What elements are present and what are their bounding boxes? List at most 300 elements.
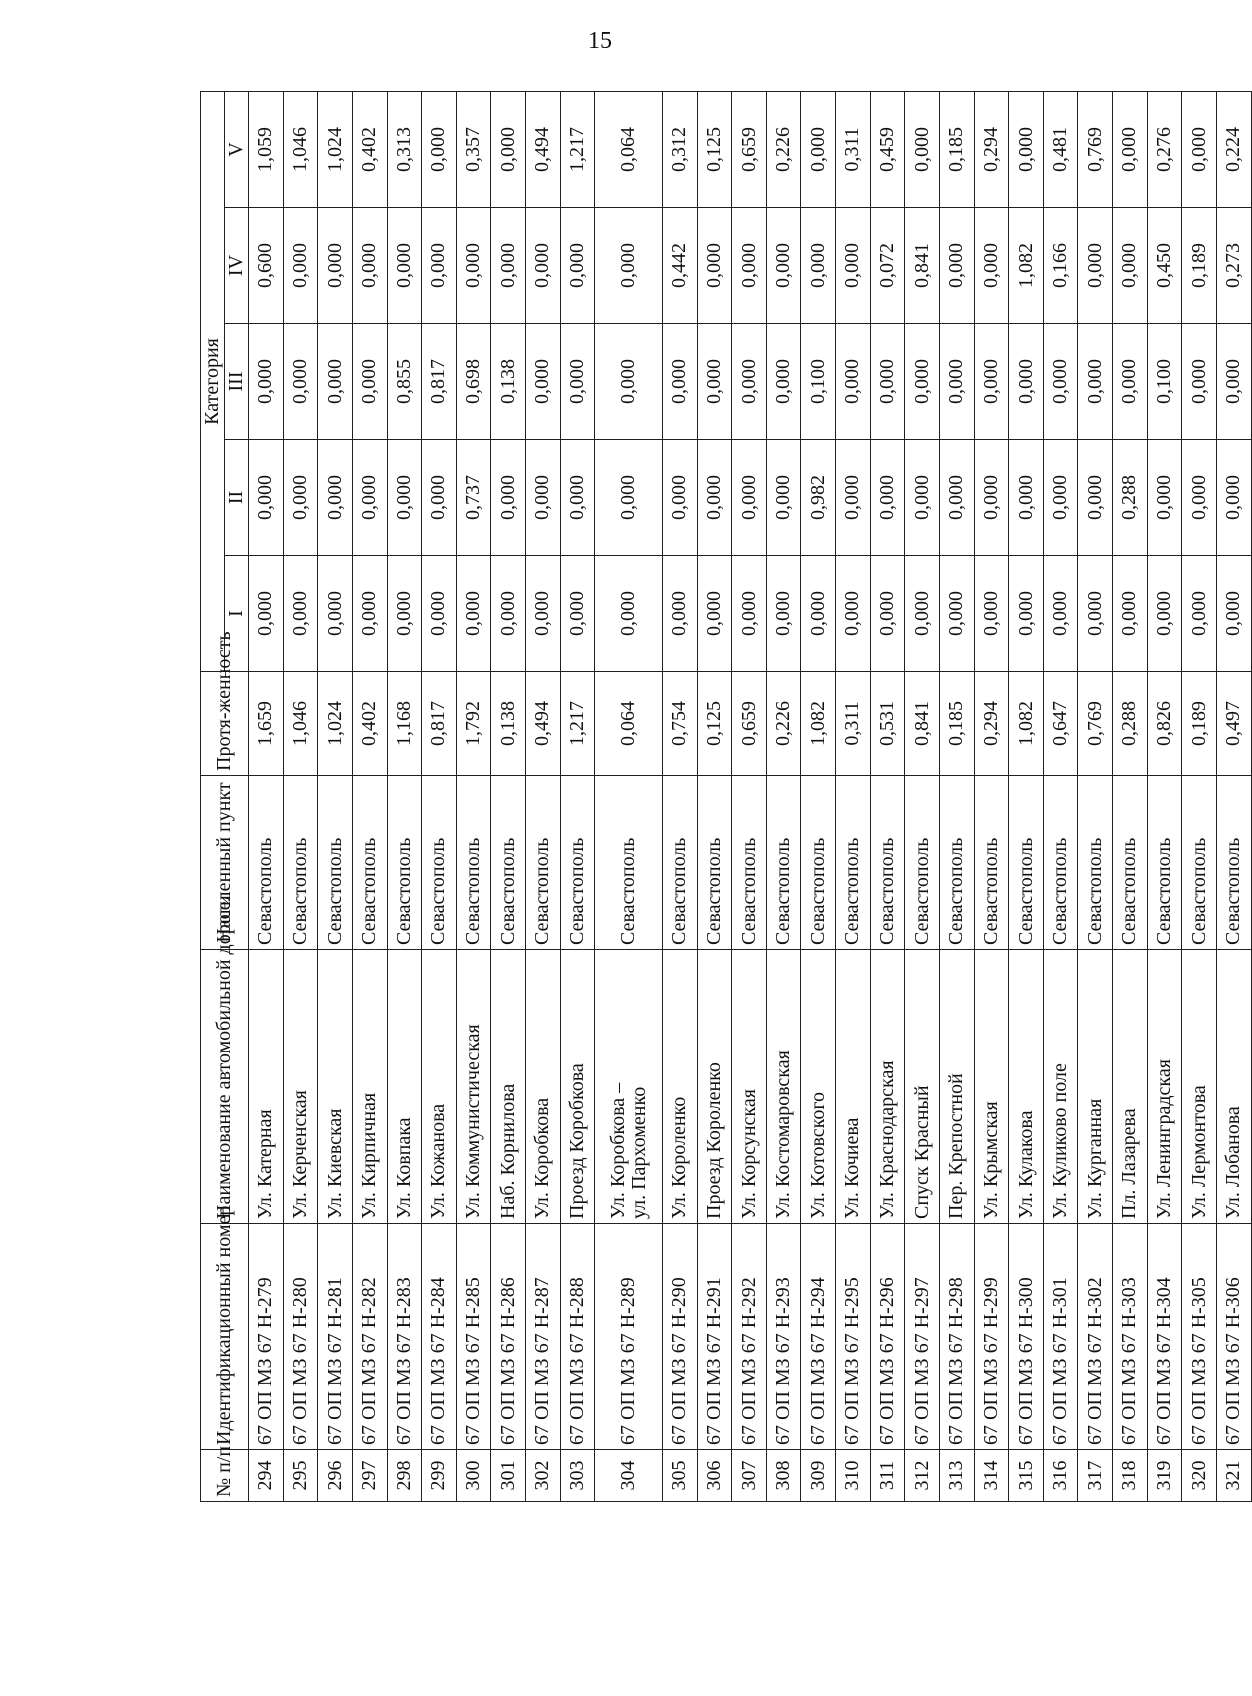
- row-road-name: Ул. Куликово поле: [1043, 950, 1078, 1224]
- row-cat-4: 0,000: [836, 208, 871, 324]
- header-settlement: Населенный пункт: [201, 776, 249, 950]
- row-cat-2: 0,000: [595, 440, 663, 556]
- table-row: [422, 91, 457, 1501]
- row-cat-5: 0,459: [870, 91, 905, 207]
- row-road-name: Ул. Короленко: [662, 950, 697, 1224]
- row-id: 67 ОП МЗ 67 Н-305: [1182, 1224, 1217, 1450]
- row-cat-1: 0,000: [1043, 556, 1078, 672]
- row-number: 313: [939, 1450, 974, 1502]
- table-row: [491, 91, 526, 1501]
- row-cat-5: 0,000: [905, 91, 940, 207]
- row-number: 319: [1147, 1450, 1182, 1502]
- row-cat-4: 0,000: [595, 208, 663, 324]
- row-number: 314: [974, 1450, 1009, 1502]
- row-number: 311: [870, 1450, 905, 1502]
- row-cat-5: 0,000: [801, 91, 836, 207]
- row-cat-3: 0,000: [766, 324, 801, 440]
- row-road-name: Пер. Крепостной: [939, 950, 974, 1224]
- row-number: 295: [283, 1450, 318, 1502]
- row-road-name: Ул. Кирпичная: [352, 950, 387, 1224]
- row-length: 0,817: [422, 672, 457, 776]
- row-cat-5: 0,185: [939, 91, 974, 207]
- row-cat-5: 0,357: [456, 91, 491, 207]
- table-row: [352, 91, 387, 1501]
- row-cat-5: 0,312: [662, 91, 697, 207]
- row-cat-4: 0,000: [697, 208, 732, 324]
- row-id: 67 ОП МЗ 67 Н-289: [595, 1224, 663, 1450]
- row-cat-3: 0,100: [1147, 324, 1182, 440]
- table-body: [249, 91, 1252, 1501]
- row-number: 299: [422, 1450, 457, 1502]
- row-number: 297: [352, 1450, 387, 1502]
- row-cat-2: 0,000: [662, 440, 697, 556]
- row-cat-1: 0,000: [732, 556, 767, 672]
- row-cat-3: 0,138: [491, 324, 526, 440]
- row-length: 1,024: [318, 672, 353, 776]
- row-cat-1: 0,000: [870, 556, 905, 672]
- row-id: 67 ОП МЗ 67 Н-304: [1147, 1224, 1182, 1450]
- row-cat-1: 0,000: [1078, 556, 1113, 672]
- row-cat-2: 0,000: [732, 440, 767, 556]
- row-number: 298: [387, 1450, 422, 1502]
- row-cat-1: 0,000: [283, 556, 318, 672]
- row-settlement: Севастополь: [387, 776, 422, 950]
- row-cat-3: 0,000: [595, 324, 663, 440]
- row-cat-2: 0,000: [1182, 440, 1217, 556]
- row-cat-5: 0,294: [974, 91, 1009, 207]
- row-number: 305: [662, 1450, 697, 1502]
- row-cat-3: 0,000: [974, 324, 1009, 440]
- row-road-name: Проезд Короленко: [697, 950, 732, 1224]
- row-cat-2: 0,000: [560, 440, 595, 556]
- row-number: 317: [1078, 1450, 1113, 1502]
- row-number: 296: [318, 1450, 353, 1502]
- row-road-name: Ул. Лермонтова: [1182, 950, 1217, 1224]
- row-settlement: Севастополь: [1216, 776, 1251, 950]
- row-cat-1: 0,000: [1182, 556, 1217, 672]
- row-cat-3: 0,000: [1009, 324, 1044, 440]
- row-road-name: Спуск Красный: [905, 950, 940, 1224]
- row-cat-3: 0,817: [422, 324, 457, 440]
- header-num: № п/п: [201, 1450, 249, 1502]
- row-id: 67 ОП МЗ 67 Н-290: [662, 1224, 697, 1450]
- row-cat-5: 0,494: [526, 91, 561, 207]
- row-cat-5: 1,024: [318, 91, 353, 207]
- row-number: 302: [526, 1450, 561, 1502]
- row-cat-5: 0,402: [352, 91, 387, 207]
- page-number: 15: [588, 28, 612, 54]
- table-row: [456, 91, 491, 1501]
- row-road-name: Проезд Коробкова: [560, 950, 595, 1224]
- row-number: 315: [1009, 1450, 1044, 1502]
- row-length: 1,168: [387, 672, 422, 776]
- table-row: [387, 91, 422, 1501]
- row-cat-2: 0,000: [1216, 440, 1251, 556]
- row-road-name: Ул. Лобанова: [1216, 950, 1251, 1224]
- row-id: 67 ОП МЗ 67 Н-288: [560, 1224, 595, 1450]
- row-cat-4: 0,841: [905, 208, 940, 324]
- row-id: 67 ОП МЗ 67 Н-282: [352, 1224, 387, 1450]
- row-cat-3: 0,000: [1216, 324, 1251, 440]
- row-cat-3: 0,000: [1078, 324, 1113, 440]
- row-cat-3: 0,000: [318, 324, 353, 440]
- table-container: [200, 92, 1252, 1502]
- row-length: 0,189: [1182, 672, 1217, 776]
- row-number: 308: [766, 1450, 801, 1502]
- row-cat-2: 0,000: [526, 440, 561, 556]
- row-cat-1: 0,000: [387, 556, 422, 672]
- row-settlement: Севастополь: [560, 776, 595, 950]
- row-id: 67 ОП МЗ 67 Н-301: [1043, 1224, 1078, 1450]
- row-cat-5: 0,125: [697, 91, 732, 207]
- row-cat-5: 0,313: [387, 91, 422, 207]
- row-cat-2: 0,000: [974, 440, 1009, 556]
- row-settlement: Севастополь: [662, 776, 697, 950]
- row-road-name: Ул. Коммунистическая: [456, 950, 491, 1224]
- row-cat-1: 0,000: [662, 556, 697, 672]
- row-cat-2: 0,000: [697, 440, 732, 556]
- table-row: [595, 91, 663, 1501]
- row-cat-4: 0,000: [1078, 208, 1113, 324]
- row-settlement: Севастополь: [1009, 776, 1044, 950]
- row-length: 1,217: [560, 672, 595, 776]
- row-cat-1: 0,000: [595, 556, 663, 672]
- row-cat-4: 0,000: [352, 208, 387, 324]
- row-cat-1: 0,000: [526, 556, 561, 672]
- row-cat-3: 0,000: [560, 324, 595, 440]
- row-number: 321: [1216, 1450, 1251, 1502]
- row-number: 309: [801, 1450, 836, 1502]
- row-settlement: Севастополь: [801, 776, 836, 950]
- row-id: 67 ОП МЗ 67 Н-297: [905, 1224, 940, 1450]
- row-number: 320: [1182, 1450, 1217, 1502]
- row-cat-2: 0,000: [387, 440, 422, 556]
- row-cat-5: 0,276: [1147, 91, 1182, 207]
- table-row: [249, 91, 284, 1501]
- table-row: [870, 91, 905, 1501]
- row-cat-1: 0,000: [905, 556, 940, 672]
- row-id: 67 ОП МЗ 67 Н-296: [870, 1224, 905, 1450]
- row-road-name-line: Ул. Коробкова –: [606, 1082, 629, 1219]
- row-settlement: Севастополь: [766, 776, 801, 950]
- row-id: 67 ОП МЗ 67 Н-302: [1078, 1224, 1113, 1450]
- row-number: 310: [836, 1450, 871, 1502]
- row-cat-2: 0,000: [1009, 440, 1044, 556]
- table-row: [318, 91, 353, 1501]
- table-row: [974, 91, 1009, 1501]
- row-road-name: Ул. Крымская: [974, 950, 1009, 1224]
- row-cat-3: 0,000: [1182, 324, 1217, 440]
- row-number: 316: [1043, 1450, 1078, 1502]
- row-id: 67 ОП МЗ 67 Н-281: [318, 1224, 353, 1450]
- row-id: 67 ОП МЗ 67 Н-279: [249, 1224, 284, 1450]
- row-cat-4: 0,000: [801, 208, 836, 324]
- row-cat-1: 0,000: [697, 556, 732, 672]
- row-settlement: Севастополь: [1113, 776, 1148, 950]
- row-cat-1: 0,000: [836, 556, 871, 672]
- table-row: [697, 91, 732, 1501]
- row-number: 294: [249, 1450, 284, 1502]
- row-id: 67 ОП МЗ 67 Н-280: [283, 1224, 318, 1450]
- row-road-name: Ул. Котовского: [801, 950, 836, 1224]
- row-cat-2: 0,000: [283, 440, 318, 556]
- row-cat-3: 0,000: [732, 324, 767, 440]
- header-category: Категория: [201, 91, 225, 671]
- row-cat-3: 0,000: [526, 324, 561, 440]
- row-cat-1: 0,000: [1147, 556, 1182, 672]
- row-settlement: Севастополь: [249, 776, 284, 950]
- row-settlement: Севастополь: [422, 776, 457, 950]
- row-cat-5: 0,226: [766, 91, 801, 207]
- row-settlement: Севастополь: [456, 776, 491, 950]
- row-number: 301: [491, 1450, 526, 1502]
- row-settlement: Севастополь: [939, 776, 974, 950]
- row-cat-3: 0,855: [387, 324, 422, 440]
- row-length: 0,841: [905, 672, 940, 776]
- row-cat-4: 0,442: [662, 208, 697, 324]
- row-cat-1: 0,000: [939, 556, 974, 672]
- row-id: 67 ОП МЗ 67 Н-283: [387, 1224, 422, 1450]
- row-road-name: Ул. Киевская: [318, 950, 353, 1224]
- row-id: 67 ОП МЗ 67 Н-292: [732, 1224, 767, 1450]
- row-cat-1: 0,000: [766, 556, 801, 672]
- row-road-name-line: ул. Пархоменко: [627, 1086, 650, 1219]
- row-cat-3: 0,100: [801, 324, 836, 440]
- row-cat-4: 0,000: [283, 208, 318, 324]
- row-cat-4: 0,000: [422, 208, 457, 324]
- row-cat-5: 1,046: [283, 91, 318, 207]
- row-cat-2: 0,000: [836, 440, 871, 556]
- row-cat-4: 0,000: [560, 208, 595, 324]
- row-cat-2: 0,000: [766, 440, 801, 556]
- row-cat-5: 0,769: [1078, 91, 1113, 207]
- row-cat-4: 0,600: [249, 208, 284, 324]
- table-row: [1147, 91, 1182, 1501]
- row-cat-5: 0,000: [1182, 91, 1217, 207]
- row-cat-3: 0,000: [697, 324, 732, 440]
- table-row: [939, 91, 974, 1501]
- row-id: 67 ОП МЗ 67 Н-300: [1009, 1224, 1044, 1450]
- row-cat-2: 0,288: [1113, 440, 1148, 556]
- row-settlement: Севастополь: [870, 776, 905, 950]
- row-id: 67 ОП МЗ 67 Н-293: [766, 1224, 801, 1450]
- row-id: 67 ОП МЗ 67 Н-295: [836, 1224, 871, 1450]
- row-cat-2: 0,000: [905, 440, 940, 556]
- row-road-name: Ул. Коробкова: [526, 950, 561, 1224]
- row-id: 67 ОП МЗ 67 Н-306: [1216, 1224, 1251, 1450]
- header-id: Идентификационный номер: [201, 1224, 249, 1450]
- table-row: [560, 91, 595, 1501]
- row-cat-1: 0,000: [1113, 556, 1148, 672]
- row-cat-5: 0,481: [1043, 91, 1078, 207]
- row-cat-4: 0,189: [1182, 208, 1217, 324]
- row-cat-2: 0,000: [422, 440, 457, 556]
- row-cat-4: 0,000: [387, 208, 422, 324]
- row-cat-2: 0,982: [801, 440, 836, 556]
- row-length: 0,288: [1113, 672, 1148, 776]
- row-number: 304: [595, 1450, 663, 1502]
- row-length: 0,497: [1216, 672, 1251, 776]
- row-number: 307: [732, 1450, 767, 1502]
- row-id: 67 ОП МЗ 67 Н-299: [974, 1224, 1009, 1450]
- row-cat-5: 0,064: [595, 91, 663, 207]
- row-length: 0,531: [870, 672, 905, 776]
- row-cat-1: 0,000: [801, 556, 836, 672]
- row-cat-4: 0,000: [318, 208, 353, 324]
- table-row: [283, 91, 318, 1501]
- row-cat-5: 0,000: [491, 91, 526, 207]
- row-cat-1: 0,000: [560, 556, 595, 672]
- row-id: 67 ОП МЗ 67 Н-284: [422, 1224, 457, 1450]
- row-length: 1,792: [456, 672, 491, 776]
- row-number: 303: [560, 1450, 595, 1502]
- row-cat-3: 0,000: [662, 324, 697, 440]
- row-cat-5: 1,217: [560, 91, 595, 207]
- table-row: [1113, 91, 1148, 1501]
- row-number: 312: [905, 1450, 940, 1502]
- row-length: 1,082: [801, 672, 836, 776]
- row-settlement: Севастополь: [1147, 776, 1182, 950]
- row-length: 0,185: [939, 672, 974, 776]
- row-cat-4: 0,000: [526, 208, 561, 324]
- row-cat-1: 0,000: [1009, 556, 1044, 672]
- table-row: [1043, 91, 1078, 1501]
- row-road-name: Ул. Кожанова: [422, 950, 457, 1224]
- row-cat-2: 0,000: [1147, 440, 1182, 556]
- row-cat-1: 0,000: [249, 556, 284, 672]
- row-road-name: Ул. Ковпака: [387, 950, 422, 1224]
- row-length: 0,647: [1043, 672, 1078, 776]
- row-road-name: Ул. Краснодарская: [870, 950, 905, 1224]
- row-length: 0,294: [974, 672, 1009, 776]
- row-length: 1,659: [249, 672, 284, 776]
- row-cat-3: 0,000: [939, 324, 974, 440]
- row-cat-4: 0,000: [1113, 208, 1148, 324]
- header-cat-5: V: [225, 91, 249, 207]
- row-length: 1,082: [1009, 672, 1044, 776]
- table-row: [1216, 91, 1251, 1501]
- row-cat-3: 0,000: [1043, 324, 1078, 440]
- row-id: 67 ОП МЗ 67 Н-285: [456, 1224, 491, 1450]
- row-road-name: [595, 950, 663, 1224]
- row-cat-3: 0,000: [905, 324, 940, 440]
- row-cat-4: 0,166: [1043, 208, 1078, 324]
- row-cat-5: 0,659: [732, 91, 767, 207]
- row-cat-3: 0,000: [283, 324, 318, 440]
- row-settlement: Севастополь: [974, 776, 1009, 950]
- row-cat-2: 0,000: [870, 440, 905, 556]
- table-row: [732, 91, 767, 1501]
- row-cat-3: 0,000: [836, 324, 871, 440]
- roads-table: [200, 91, 1252, 1502]
- row-length: 0,402: [352, 672, 387, 776]
- row-cat-3: 0,000: [1113, 324, 1148, 440]
- table-row: [766, 91, 801, 1501]
- row-cat-5: 0,000: [1113, 91, 1148, 207]
- header-length: Протя-женность: [201, 672, 249, 776]
- row-road-name: Ул. Костомаровская: [766, 950, 801, 1224]
- header-cat-3: III: [225, 324, 249, 440]
- header-name: Наименование автомобильной дороги: [201, 950, 249, 1224]
- row-length: 0,494: [526, 672, 561, 776]
- row-settlement: Севастополь: [1078, 776, 1113, 950]
- row-number: 300: [456, 1450, 491, 1502]
- row-cat-3: 0,000: [352, 324, 387, 440]
- row-settlement: Севастополь: [595, 776, 663, 950]
- row-settlement: Севастополь: [526, 776, 561, 950]
- row-cat-2: 0,000: [939, 440, 974, 556]
- row-length: 1,046: [283, 672, 318, 776]
- row-cat-1: 0,000: [974, 556, 1009, 672]
- row-length: 0,138: [491, 672, 526, 776]
- row-length: 0,125: [697, 672, 732, 776]
- row-id: 67 ОП МЗ 67 Н-294: [801, 1224, 836, 1450]
- row-settlement: Севастополь: [732, 776, 767, 950]
- row-settlement: Севастополь: [352, 776, 387, 950]
- row-id: 67 ОП МЗ 67 Н-286: [491, 1224, 526, 1450]
- row-cat-4: 0,000: [732, 208, 767, 324]
- row-road-name: Пл. Лазарева: [1113, 950, 1148, 1224]
- row-id: 67 ОП МЗ 67 Н-298: [939, 1224, 974, 1450]
- header-cat-4: IV: [225, 208, 249, 324]
- row-cat-2: 0,000: [491, 440, 526, 556]
- row-length: 0,826: [1147, 672, 1182, 776]
- row-cat-4: 0,000: [491, 208, 526, 324]
- row-cat-2: 0,000: [1078, 440, 1113, 556]
- row-number: 318: [1113, 1450, 1148, 1502]
- table-row: [662, 91, 697, 1501]
- row-cat-1: 0,000: [422, 556, 457, 672]
- row-cat-4: 0,450: [1147, 208, 1182, 324]
- row-cat-5: 0,000: [1009, 91, 1044, 207]
- row-cat-2: 0,000: [352, 440, 387, 556]
- table-row: [1182, 91, 1217, 1501]
- header-cat-1: I: [225, 556, 249, 672]
- row-cat-2: 0,000: [318, 440, 353, 556]
- row-cat-3: 0,698: [456, 324, 491, 440]
- row-cat-4: 0,000: [974, 208, 1009, 324]
- row-settlement: Севастополь: [697, 776, 732, 950]
- table-row: [905, 91, 940, 1501]
- row-cat-4: 0,000: [939, 208, 974, 324]
- row-settlement: Севастополь: [836, 776, 871, 950]
- row-road-name: Ул. Ленинградская: [1147, 950, 1182, 1224]
- row-road-name: Ул. Корсунская: [732, 950, 767, 1224]
- row-cat-5: 0,311: [836, 91, 871, 207]
- row-road-name: Ул. Кулакова: [1009, 950, 1044, 1224]
- row-cat-4: 1,082: [1009, 208, 1044, 324]
- row-length: 0,226: [766, 672, 801, 776]
- row-cat-5: 0,000: [422, 91, 457, 207]
- row-length: 0,659: [732, 672, 767, 776]
- row-cat-1: 0,000: [456, 556, 491, 672]
- rotated-table-frame: [200, 92, 1252, 1502]
- row-road-name: Ул. Керченская: [283, 950, 318, 1224]
- table-row: [526, 91, 561, 1501]
- row-cat-4: 0,000: [456, 208, 491, 324]
- row-length: 0,311: [836, 672, 871, 776]
- row-cat-4: 0,000: [766, 208, 801, 324]
- row-settlement: Севастополь: [318, 776, 353, 950]
- row-cat-5: 1,059: [249, 91, 284, 207]
- row-cat-2: 0,000: [249, 440, 284, 556]
- row-settlement: Севастополь: [1043, 776, 1078, 950]
- table-row: [1078, 91, 1113, 1501]
- row-number: 306: [697, 1450, 732, 1502]
- table-row: [1009, 91, 1044, 1501]
- row-cat-1: 0,000: [491, 556, 526, 672]
- row-cat-4: 0,273: [1216, 208, 1251, 324]
